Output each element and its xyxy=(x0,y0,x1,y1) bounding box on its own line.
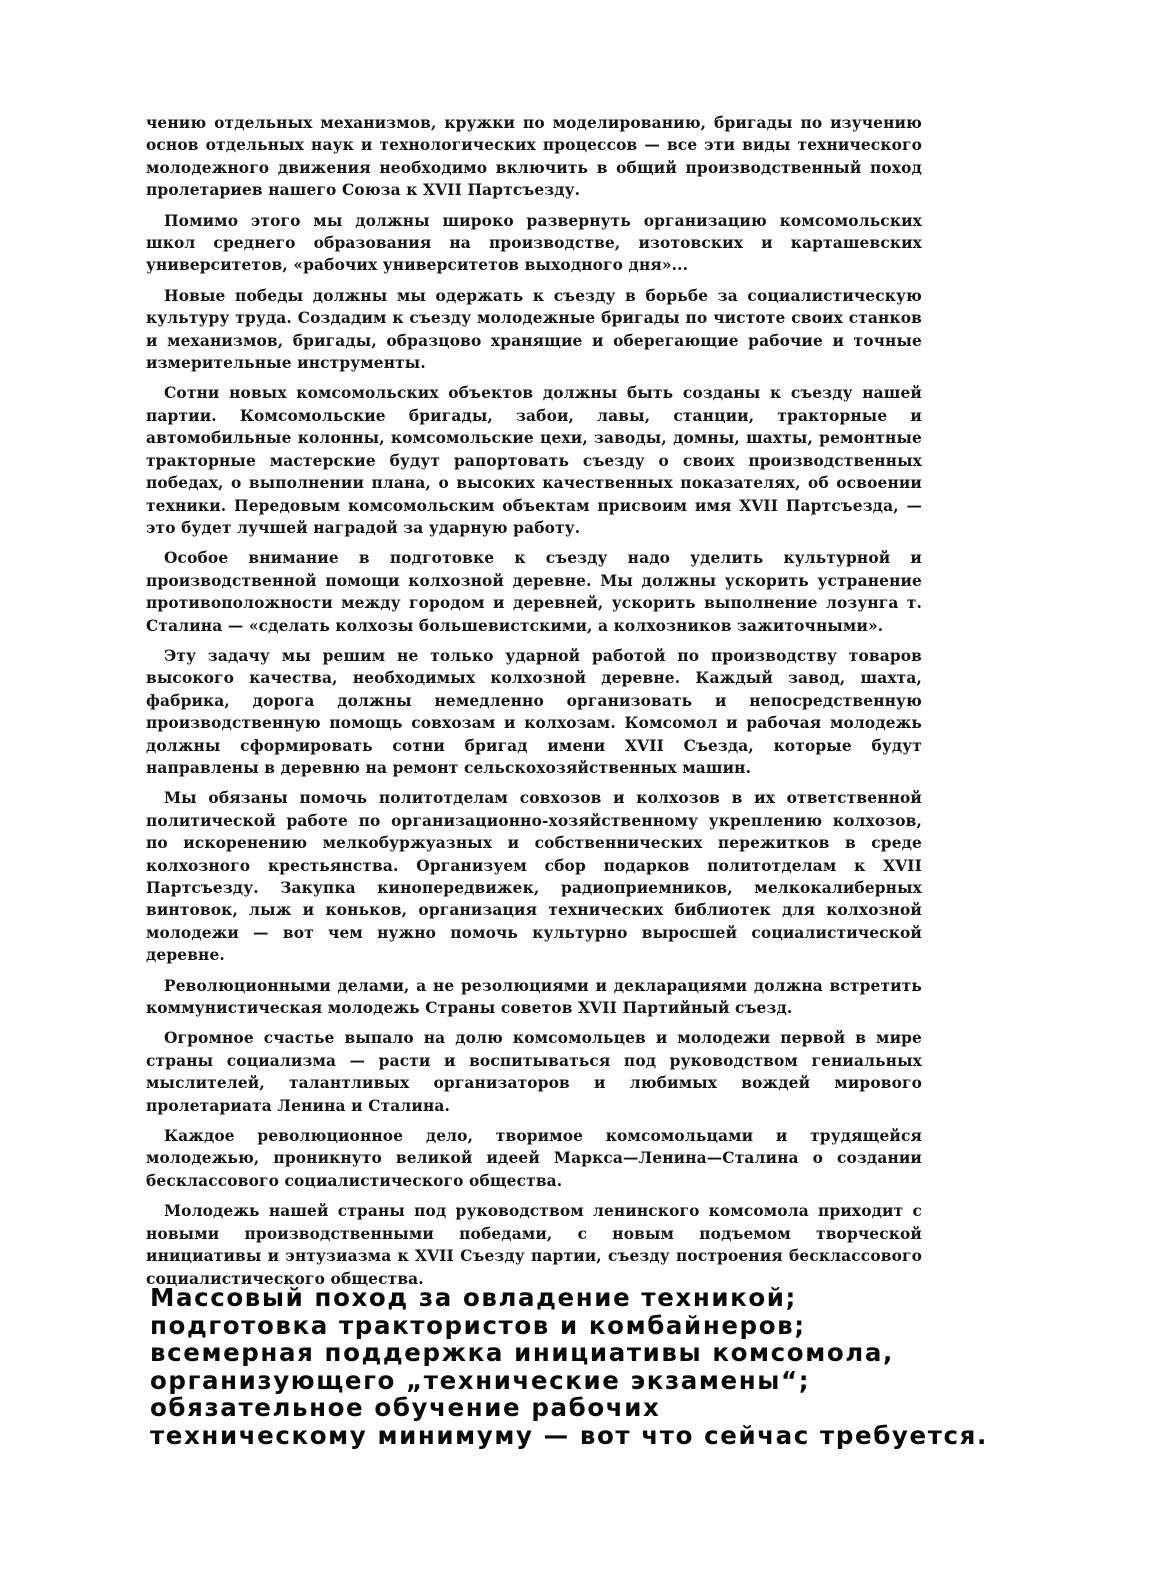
slogan-line-5: обязательное обучение рабочих xyxy=(150,1393,661,1422)
paragraph-4: Сотни новых комсомольских объектов должны быть созданы к съезду нашей партии. Комсомольские бригады, забои, лавы, станции, тракторные и автомобильные колонны, комсомольские цехи, заводы, домны, шахты, ремонтные тракторные мастерские будут рапортовать съезду о своих производственных победах, о выполнении плана, о высоких качественных показателях, об освоении техники. Передовым комсомольским объектам присвоим имя XVII Партсъезда, — это будет лучшей наградой за ударную работу. xyxy=(146,384,922,537)
paragraph-9: Огромное счастье выпало на долю комсомольцев и молодежи первой в мире страны социализма — расти и воспитываться под руководством гениальных мыслителей, талантливых организаторов и любимых вождей мирового пролетариата Ленина и Сталина. xyxy=(146,1029,922,1115)
slogan-block xyxy=(150,1284,1070,1449)
slogan-line-2: подготовка трактористов и комбайнеров; xyxy=(150,1310,806,1340)
slogan-line-4: организующего „технические экзамены“; xyxy=(150,1365,811,1395)
paragraph-11: Молодежь нашей страны под руководством ленинского комсомола приходит с новыми производственными победами, с новым подъемом творческой инициативы и энтузиазма к XVII Съезду партии, съезду построения бесклассового социалистического общества. xyxy=(146,1202,922,1288)
paragraph-5: Особое внимание в подготовке к съезду надо уделить культурной и производственной помощи колхозной деревне. Мы должны ускорить устранение противоположности между городом и деревней, ускорить выполнение лозунга т. Сталина — «сделать колхозы большевистскими, а колхозников зажиточными». xyxy=(146,549,922,635)
paragraph-2: Помимо этого мы должны широко развернуть организацию комсомольских школ среднего образования на производстве, изотовских и карташевских университетов, «рабочих университетов выходного дня»... xyxy=(146,211,922,275)
paragraph-6: Эту задачу мы решим не только ударной работой по производству товаров высокого качества, необходимых колхозной деревне. Каждый завод, шахта, фабрика, дорога должны немедленно организовать и непосредственную производственную помощь совхозам и колхозам. Комсомол и рабочая молодежь должны сформировать сотни бригад имени XVII Съезда, которые будут направлены в деревню на ремонт сельскохозяйственных машин. xyxy=(146,646,922,777)
paragraph-10: Каждое революционное дело, творимое комсомольцами и трудящейся молодежью, проникнуто великой идеей Маркса—Ленина—Сталина о создании бесклассового социалистического общества. xyxy=(146,1127,922,1190)
paragraph-1: чению отдельных механизмов, кружки по моделированию, бригады по изучению основ отдельных наук и технологических процессов — все эти виды технического молодежного движения необходимо включить в общий производственный поход пролетариев нашего Союза к XVII Партсъезду. xyxy=(146,114,922,200)
paragraph-8: Революционными делами, а не резолюциями и декларациями должна встретить коммунистическая молодежь Страны советов XVII Партийный съезд. xyxy=(146,976,922,1018)
slogan-line-6: техническому минимуму — вот что сейчас требуется. xyxy=(150,1420,988,1450)
slogan-line-1: Массовый поход за овладение техникой; xyxy=(150,1283,797,1312)
paragraph-7: Мы обязаны помочь политотделам совхозов и колхозов в их ответственной политической работе по организационно-хозяйственному укреплению колхозов, по искоренению мелкобуржуазных и собственнических пережитков в среде колхозного крестьянства. Организуем сбор подарков политотделам к XVII Партсъезду. Закупка кинопередвижек, радиоприемников, мелкокалиберных винтовок, лыж и коньков, организация технических библиотек для колхозной молодежи — вот чем нужно помочь культурно выросшей социалистической деревне. xyxy=(146,789,922,965)
article-body xyxy=(146,112,922,1298)
slogan-line-3: всемерная поддержка инициативы комсомола, xyxy=(150,1338,894,1367)
paragraph-3: Новые победы должны мы одержать к съезду в борьбе за социалистическую культуру труда. Создадим к съезду молодежные бригады по чистоте своих станков и механизмов, бригады, образцово хранящие и оберегающие рабочие и точные измерительные инструменты. xyxy=(146,286,922,373)
